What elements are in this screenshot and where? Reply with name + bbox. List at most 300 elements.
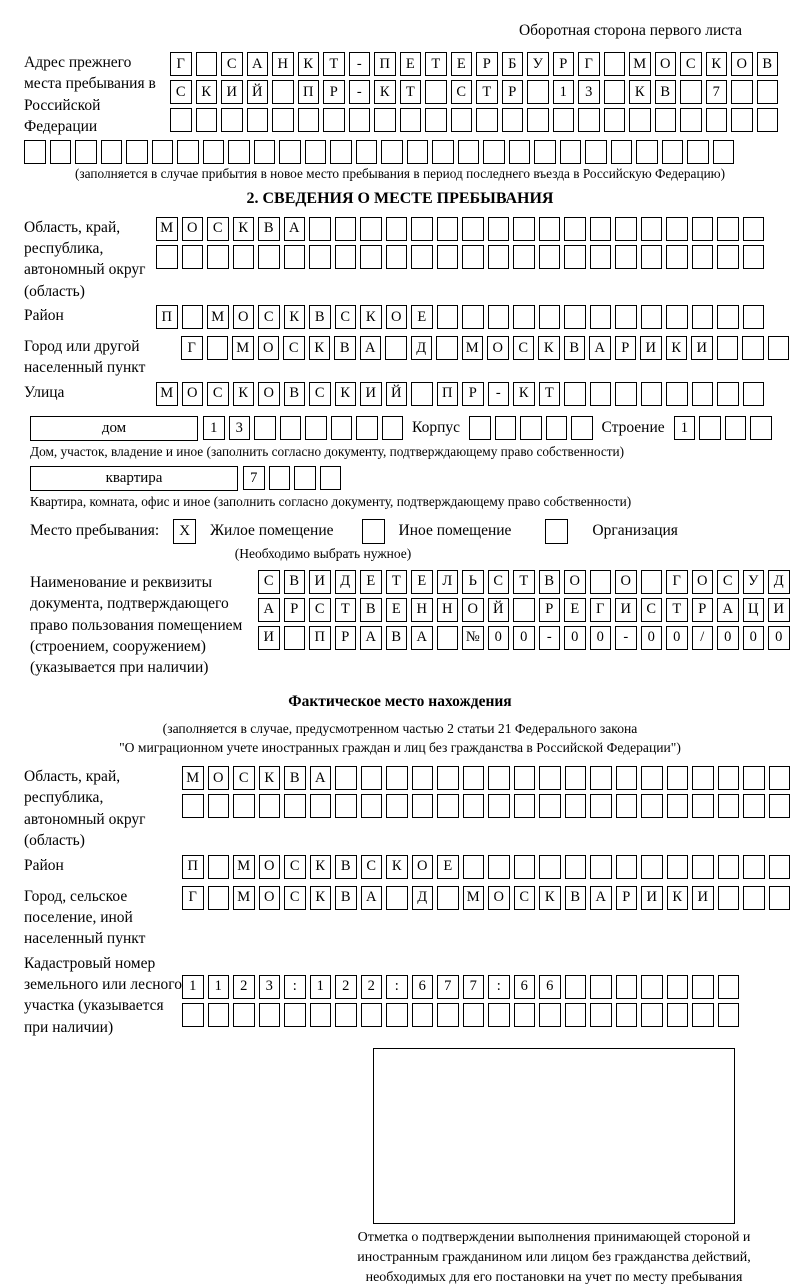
char-cell[interactable] xyxy=(641,855,663,879)
char-cell[interactable]: П xyxy=(374,52,396,76)
char-cell[interactable] xyxy=(706,108,728,132)
char-cell[interactable]: С xyxy=(451,80,473,104)
char-cell[interactable] xyxy=(590,975,612,999)
char-cell[interactable] xyxy=(24,140,46,164)
char-cell[interactable] xyxy=(458,140,480,164)
char-cell[interactable] xyxy=(254,416,276,440)
checkbox-inoe[interactable] xyxy=(362,519,385,544)
char-cell[interactable] xyxy=(641,382,663,406)
char-cell[interactable]: В xyxy=(284,570,306,594)
char-cell[interactable] xyxy=(233,1003,255,1027)
char-cell[interactable] xyxy=(611,140,633,164)
char-cell[interactable]: О xyxy=(655,52,677,76)
char-cell[interactable] xyxy=(757,80,779,104)
char-cell[interactable] xyxy=(769,794,791,818)
house-type-box[interactable]: дом xyxy=(30,416,198,441)
char-cell[interactable] xyxy=(680,108,702,132)
char-cell[interactable] xyxy=(437,886,459,910)
char-cell[interactable]: К xyxy=(706,52,728,76)
char-cell[interactable]: О xyxy=(259,855,281,879)
char-cell[interactable] xyxy=(590,217,612,241)
char-cell[interactable]: Г xyxy=(182,886,204,910)
char-cell[interactable] xyxy=(718,855,740,879)
char-cell[interactable]: А xyxy=(411,626,433,650)
char-cell[interactable]: М xyxy=(156,382,178,406)
checkbox-organizaciya[interactable] xyxy=(545,519,568,544)
char-cell[interactable] xyxy=(743,217,765,241)
char-cell[interactable] xyxy=(228,140,250,164)
char-cell[interactable] xyxy=(463,794,485,818)
char-cell[interactable] xyxy=(615,382,637,406)
char-cell[interactable] xyxy=(513,245,535,269)
char-cell[interactable]: М xyxy=(629,52,651,76)
char-cell[interactable]: С xyxy=(284,886,306,910)
char-cell[interactable] xyxy=(539,794,561,818)
char-cell[interactable]: В xyxy=(386,626,408,650)
char-cell[interactable]: С xyxy=(283,336,305,360)
char-cell[interactable]: 2 xyxy=(233,975,255,999)
char-cell[interactable] xyxy=(666,305,688,329)
char-cell[interactable]: Т xyxy=(386,570,408,594)
char-cell[interactable] xyxy=(641,570,663,594)
char-cell[interactable] xyxy=(208,886,230,910)
char-cell[interactable]: Е xyxy=(386,598,408,622)
char-cell[interactable] xyxy=(495,416,517,440)
char-cell[interactable]: 6 xyxy=(539,975,561,999)
char-cell[interactable] xyxy=(564,245,586,269)
char-cell[interactable]: А xyxy=(360,626,382,650)
char-cell[interactable]: Ь xyxy=(462,570,484,594)
char-cell[interactable] xyxy=(725,416,747,440)
char-cell[interactable]: С xyxy=(514,886,536,910)
char-cell[interactable]: К xyxy=(196,80,218,104)
char-cell[interactable]: А xyxy=(247,52,269,76)
char-cell[interactable] xyxy=(692,305,714,329)
char-cell[interactable] xyxy=(641,766,663,790)
char-cell[interactable]: П xyxy=(182,855,204,879)
char-cell[interactable]: В xyxy=(655,80,677,104)
char-cell[interactable] xyxy=(331,416,353,440)
char-cell[interactable] xyxy=(641,794,663,818)
char-cell[interactable]: А xyxy=(284,217,306,241)
char-cell[interactable] xyxy=(305,140,327,164)
char-cell[interactable]: О xyxy=(412,855,434,879)
char-cell[interactable]: А xyxy=(717,598,739,622)
char-cell[interactable]: А xyxy=(360,336,382,360)
char-cell[interactable]: Д xyxy=(412,886,434,910)
char-cell[interactable] xyxy=(437,305,459,329)
char-cell[interactable] xyxy=(469,416,491,440)
char-cell[interactable] xyxy=(182,794,204,818)
char-cell[interactable] xyxy=(615,245,637,269)
char-cell[interactable]: Р xyxy=(692,598,714,622)
char-cell[interactable] xyxy=(407,140,429,164)
char-cell[interactable] xyxy=(565,794,587,818)
char-cell[interactable] xyxy=(259,1003,281,1027)
char-cell[interactable]: П xyxy=(156,305,178,329)
char-cell[interactable] xyxy=(170,108,192,132)
char-cell[interactable] xyxy=(578,108,600,132)
char-cell[interactable] xyxy=(462,245,484,269)
char-cell[interactable] xyxy=(182,245,204,269)
char-cell[interactable] xyxy=(539,305,561,329)
char-cell[interactable]: Н xyxy=(272,52,294,76)
char-cell[interactable] xyxy=(513,598,535,622)
char-cell[interactable]: О xyxy=(692,570,714,594)
char-cell[interactable]: 1 xyxy=(182,975,204,999)
char-cell[interactable] xyxy=(330,140,352,164)
char-cell[interactable] xyxy=(488,766,510,790)
char-cell[interactable]: Й xyxy=(247,80,269,104)
char-cell[interactable] xyxy=(208,855,230,879)
char-cell[interactable]: Н xyxy=(437,598,459,622)
char-cell[interactable]: - xyxy=(349,52,371,76)
char-cell[interactable] xyxy=(539,217,561,241)
char-cell[interactable] xyxy=(692,794,714,818)
char-cell[interactable]: Г xyxy=(666,570,688,594)
char-cell[interactable] xyxy=(717,382,739,406)
char-cell[interactable] xyxy=(750,416,772,440)
char-cell[interactable] xyxy=(742,336,764,360)
char-cell[interactable] xyxy=(641,305,663,329)
char-cell[interactable]: Й xyxy=(386,382,408,406)
char-cell[interactable]: Г xyxy=(578,52,600,76)
char-cell[interactable] xyxy=(641,1003,663,1027)
char-cell[interactable] xyxy=(514,855,536,879)
char-cell[interactable]: С xyxy=(170,80,192,104)
char-cell[interactable]: Й xyxy=(488,598,510,622)
char-cell[interactable]: 6 xyxy=(412,975,434,999)
char-cell[interactable]: Т xyxy=(539,382,561,406)
char-cell[interactable] xyxy=(269,466,291,490)
char-cell[interactable]: О xyxy=(208,766,230,790)
char-cell[interactable] xyxy=(692,766,714,790)
char-cell[interactable] xyxy=(382,416,404,440)
char-cell[interactable] xyxy=(667,1003,689,1027)
char-cell[interactable] xyxy=(208,1003,230,1027)
char-cell[interactable]: 0 xyxy=(564,626,586,650)
char-cell[interactable] xyxy=(488,245,510,269)
char-cell[interactable]: 7 xyxy=(463,975,485,999)
char-cell[interactable] xyxy=(463,855,485,879)
char-cell[interactable]: К xyxy=(386,855,408,879)
char-cell[interactable]: 1 xyxy=(208,975,230,999)
char-cell[interactable]: Р xyxy=(502,80,524,104)
char-cell[interactable] xyxy=(412,766,434,790)
char-cell[interactable] xyxy=(616,766,638,790)
char-cell[interactable]: 6 xyxy=(514,975,536,999)
char-cell[interactable] xyxy=(590,855,612,879)
char-cell[interactable]: В xyxy=(284,766,306,790)
char-cell[interactable] xyxy=(666,382,688,406)
char-cell[interactable]: Л xyxy=(437,570,459,594)
char-cell[interactable] xyxy=(462,217,484,241)
char-cell[interactable]: О xyxy=(386,305,408,329)
char-cell[interactable]: Д xyxy=(768,570,790,594)
char-cell[interactable] xyxy=(718,1003,740,1027)
char-cell[interactable]: Г xyxy=(181,336,203,360)
char-cell[interactable]: К xyxy=(233,217,255,241)
char-cell[interactable]: И xyxy=(615,598,637,622)
char-cell[interactable] xyxy=(666,217,688,241)
char-cell[interactable]: Р xyxy=(476,52,498,76)
char-cell[interactable] xyxy=(604,108,626,132)
char-cell[interactable] xyxy=(374,108,396,132)
char-cell[interactable]: Е xyxy=(400,52,422,76)
char-cell[interactable] xyxy=(692,855,714,879)
char-cell[interactable]: К xyxy=(310,855,332,879)
char-cell[interactable]: Т xyxy=(323,52,345,76)
char-cell[interactable]: 0 xyxy=(717,626,739,650)
char-cell[interactable]: О xyxy=(259,886,281,910)
char-cell[interactable]: Т xyxy=(425,52,447,76)
char-cell[interactable] xyxy=(309,217,331,241)
char-cell[interactable]: О xyxy=(462,598,484,622)
char-cell[interactable]: И xyxy=(640,336,662,360)
char-cell[interactable]: Д xyxy=(411,336,433,360)
char-cell[interactable]: Р xyxy=(323,80,345,104)
char-cell[interactable] xyxy=(284,245,306,269)
char-cell[interactable]: А xyxy=(589,336,611,360)
char-cell[interactable] xyxy=(196,108,218,132)
char-cell[interactable]: 1 xyxy=(674,416,696,440)
char-cell[interactable]: - xyxy=(349,80,371,104)
char-cell[interactable] xyxy=(513,305,535,329)
char-cell[interactable]: М xyxy=(156,217,178,241)
char-cell[interactable]: Г xyxy=(170,52,192,76)
char-cell[interactable]: К xyxy=(335,382,357,406)
char-cell[interactable] xyxy=(437,766,459,790)
char-cell[interactable]: Р xyxy=(539,598,561,622)
char-cell[interactable] xyxy=(488,855,510,879)
char-cell[interactable] xyxy=(361,794,383,818)
char-cell[interactable] xyxy=(247,108,269,132)
char-cell[interactable] xyxy=(152,140,174,164)
char-cell[interactable]: Р xyxy=(616,886,638,910)
char-cell[interactable] xyxy=(718,794,740,818)
char-cell[interactable] xyxy=(463,1003,485,1027)
char-cell[interactable]: В xyxy=(757,52,779,76)
char-cell[interactable] xyxy=(717,217,739,241)
char-cell[interactable]: М xyxy=(233,855,255,879)
char-cell[interactable] xyxy=(513,217,535,241)
char-cell[interactable]: И xyxy=(692,886,714,910)
char-cell[interactable] xyxy=(488,1003,510,1027)
char-cell[interactable] xyxy=(335,794,357,818)
char-cell[interactable] xyxy=(546,416,568,440)
char-cell[interactable] xyxy=(667,975,689,999)
char-cell[interactable]: О xyxy=(731,52,753,76)
char-cell[interactable] xyxy=(718,766,740,790)
char-cell[interactable]: О xyxy=(182,217,204,241)
char-cell[interactable] xyxy=(177,140,199,164)
char-cell[interactable] xyxy=(310,794,332,818)
char-cell[interactable] xyxy=(432,140,454,164)
char-cell[interactable]: Д xyxy=(335,570,357,594)
char-cell[interactable] xyxy=(667,794,689,818)
char-cell[interactable]: С xyxy=(258,570,280,594)
char-cell[interactable]: У xyxy=(743,570,765,594)
apartment-type-box[interactable]: квартира xyxy=(30,466,238,491)
char-cell[interactable]: П xyxy=(298,80,320,104)
char-cell[interactable]: 7 xyxy=(243,466,265,490)
char-cell[interactable] xyxy=(386,766,408,790)
char-cell[interactable]: О xyxy=(564,570,586,594)
char-cell[interactable]: И xyxy=(768,598,790,622)
char-cell[interactable] xyxy=(50,140,72,164)
char-cell[interactable] xyxy=(476,108,498,132)
char-cell[interactable] xyxy=(560,140,582,164)
char-cell[interactable] xyxy=(126,140,148,164)
char-cell[interactable] xyxy=(655,108,677,132)
char-cell[interactable] xyxy=(254,140,276,164)
char-cell[interactable] xyxy=(743,794,765,818)
char-cell[interactable] xyxy=(666,245,688,269)
char-cell[interactable] xyxy=(182,1003,204,1027)
char-cell[interactable] xyxy=(320,466,342,490)
char-cell[interactable] xyxy=(309,245,331,269)
char-cell[interactable] xyxy=(284,1003,306,1027)
char-cell[interactable]: С xyxy=(258,305,280,329)
char-cell[interactable]: Е xyxy=(411,305,433,329)
char-cell[interactable]: Е xyxy=(451,52,473,76)
char-cell[interactable]: И xyxy=(641,886,663,910)
char-cell[interactable]: М xyxy=(463,886,485,910)
char-cell[interactable] xyxy=(564,217,586,241)
char-cell[interactable] xyxy=(361,1003,383,1027)
char-cell[interactable] xyxy=(604,52,626,76)
char-cell[interactable] xyxy=(310,1003,332,1027)
char-cell[interactable]: С xyxy=(221,52,243,76)
char-cell[interactable] xyxy=(258,245,280,269)
char-cell[interactable] xyxy=(571,416,593,440)
char-cell[interactable]: / xyxy=(692,626,714,650)
char-cell[interactable]: М xyxy=(207,305,229,329)
char-cell[interactable]: К xyxy=(374,80,396,104)
char-cell[interactable]: У xyxy=(527,52,549,76)
char-cell[interactable] xyxy=(743,886,765,910)
char-cell[interactable]: С xyxy=(309,382,331,406)
char-cell[interactable] xyxy=(233,245,255,269)
char-cell[interactable] xyxy=(641,245,663,269)
char-cell[interactable] xyxy=(615,217,637,241)
char-cell[interactable]: И xyxy=(691,336,713,360)
char-cell[interactable] xyxy=(101,140,123,164)
char-cell[interactable]: В xyxy=(565,886,587,910)
char-cell[interactable]: Р xyxy=(553,52,575,76)
char-cell[interactable] xyxy=(616,975,638,999)
char-cell[interactable] xyxy=(156,245,178,269)
char-cell[interactable]: С xyxy=(680,52,702,76)
char-cell[interactable]: 2 xyxy=(335,975,357,999)
char-cell[interactable]: О xyxy=(488,886,510,910)
char-cell[interactable] xyxy=(520,416,542,440)
char-cell[interactable]: С xyxy=(207,217,229,241)
char-cell[interactable] xyxy=(203,140,225,164)
char-cell[interactable]: Е xyxy=(437,855,459,879)
char-cell[interactable]: Б xyxy=(502,52,524,76)
char-cell[interactable] xyxy=(615,305,637,329)
char-cell[interactable]: Е xyxy=(360,570,382,594)
char-cell[interactable] xyxy=(641,217,663,241)
char-cell[interactable] xyxy=(514,1003,536,1027)
char-cell[interactable]: К xyxy=(667,886,689,910)
char-cell[interactable] xyxy=(272,108,294,132)
char-cell[interactable]: О xyxy=(615,570,637,594)
char-cell[interactable] xyxy=(692,217,714,241)
char-cell[interactable] xyxy=(272,80,294,104)
char-cell[interactable]: 1 xyxy=(203,416,225,440)
char-cell[interactable]: Р xyxy=(462,382,484,406)
char-cell[interactable] xyxy=(360,217,382,241)
char-cell[interactable] xyxy=(361,766,383,790)
char-cell[interactable] xyxy=(335,1003,357,1027)
char-cell[interactable] xyxy=(565,766,587,790)
char-cell[interactable]: А xyxy=(590,886,612,910)
char-cell[interactable] xyxy=(662,140,684,164)
char-cell[interactable] xyxy=(298,108,320,132)
char-cell[interactable]: В xyxy=(334,336,356,360)
char-cell[interactable]: 2 xyxy=(361,975,383,999)
char-cell[interactable] xyxy=(437,794,459,818)
char-cell[interactable]: К xyxy=(310,886,332,910)
char-cell[interactable]: С xyxy=(233,766,255,790)
char-cell[interactable] xyxy=(259,794,281,818)
checkbox-zhiloe[interactable]: X xyxy=(173,519,196,544)
char-cell[interactable] xyxy=(463,766,485,790)
char-cell[interactable] xyxy=(616,855,638,879)
char-cell[interactable] xyxy=(437,245,459,269)
char-cell[interactable] xyxy=(539,855,561,879)
char-cell[interactable] xyxy=(743,766,765,790)
char-cell[interactable] xyxy=(411,245,433,269)
char-cell[interactable] xyxy=(425,108,447,132)
char-cell[interactable]: В xyxy=(360,598,382,622)
char-cell[interactable]: К xyxy=(538,336,560,360)
char-cell[interactable]: 3 xyxy=(578,80,600,104)
char-cell[interactable]: - xyxy=(615,626,637,650)
char-cell[interactable] xyxy=(769,766,791,790)
char-cell[interactable]: О xyxy=(233,305,255,329)
char-cell[interactable] xyxy=(717,336,739,360)
char-cell[interactable] xyxy=(488,794,510,818)
char-cell[interactable] xyxy=(743,382,765,406)
char-cell[interactable] xyxy=(616,794,638,818)
char-cell[interactable]: 0 xyxy=(666,626,688,650)
char-cell[interactable]: С xyxy=(284,855,306,879)
char-cell[interactable]: К xyxy=(298,52,320,76)
char-cell[interactable] xyxy=(590,382,612,406)
char-cell[interactable] xyxy=(294,466,316,490)
char-cell[interactable]: М xyxy=(462,336,484,360)
char-cell[interactable] xyxy=(667,855,689,879)
char-cell[interactable]: О xyxy=(258,382,280,406)
char-cell[interactable] xyxy=(564,382,586,406)
char-cell[interactable] xyxy=(386,1003,408,1027)
char-cell[interactable]: И xyxy=(309,570,331,594)
char-cell[interactable] xyxy=(411,382,433,406)
char-cell[interactable] xyxy=(680,80,702,104)
char-cell[interactable]: 7 xyxy=(437,975,459,999)
char-cell[interactable] xyxy=(590,766,612,790)
char-cell[interactable]: К xyxy=(233,382,255,406)
char-cell[interactable] xyxy=(75,140,97,164)
char-cell[interactable]: В xyxy=(309,305,331,329)
char-cell[interactable]: С xyxy=(309,598,331,622)
char-cell[interactable] xyxy=(713,140,735,164)
char-cell[interactable] xyxy=(356,416,378,440)
char-cell[interactable] xyxy=(386,794,408,818)
